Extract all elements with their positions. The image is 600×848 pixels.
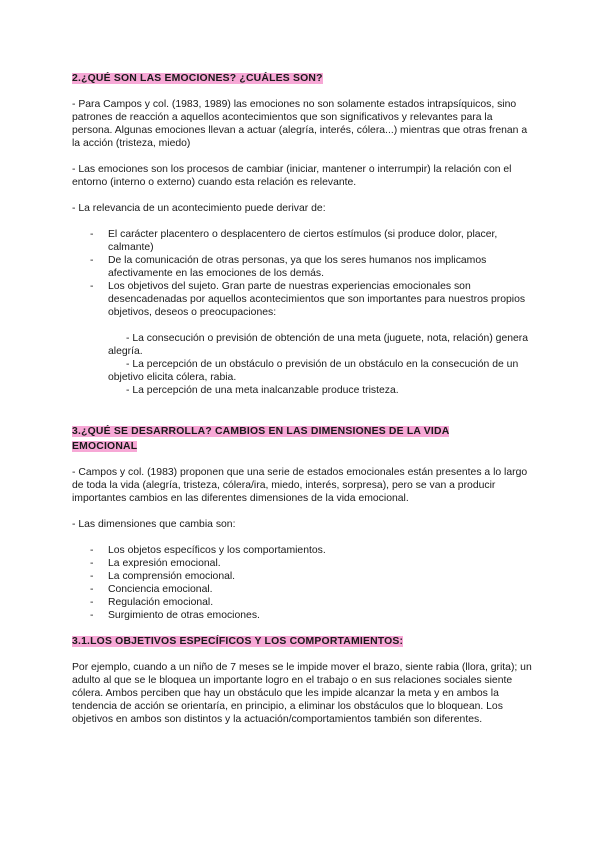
list-bullet: - [90, 229, 94, 240]
sublist-item [108, 332, 532, 358]
list-bullet: - [90, 255, 94, 266]
list-item [72, 609, 532, 622]
list-item [72, 570, 532, 583]
relevance-list [72, 228, 532, 319]
document-body [72, 70, 532, 726]
list-bullet: - [90, 281, 94, 292]
section-2-paragraph-1: - Para Campos y col. (1983, 1989) las emociones no son solamente estados intrapsíquicos, sino patrones de reacción a aquellos acontecimientos que son significativos y relevantes para la persona. Algunas emociones llevan a actuar (alegría, interés, cólera...) mientras que otras frenan a la acción (tristeza, miedo) [72, 99, 528, 149]
list-item [72, 544, 532, 557]
list-bullet: - [90, 558, 94, 569]
list-item-text: Conciencia emocional. [108, 584, 213, 595]
list-item [72, 557, 532, 570]
list-item-text: Los objetos específicos y los comportamientos. [108, 545, 326, 556]
list-item-text: El carácter placentero o desplacentero de ciertos estímulos (si produce dolor, placer, calmante) [108, 229, 498, 253]
list-item [72, 596, 532, 609]
section-3-title-line-2: EMOCIONAL [72, 441, 138, 452]
section-3-title-line-1: 3.¿QUÉ SE DESARROLLA? CAMBIOS EN LAS DIMENSIONES DE LA VIDA [72, 426, 450, 437]
section-2-title: 2.¿QUÉ SON LAS EMOCIONES? ¿CUÁLES SON? [72, 73, 323, 84]
list-item-text: De la comunicación de otras personas, ya que los seres humanos nos implicamos afectivamente en las emociones de los demás. [108, 255, 487, 279]
list-bullet: - [90, 545, 94, 556]
section-3-paragraph-1: - Campos y col. (1983) proponen que una serie de estados emocionales están presentes a lo largo de toda la vida (alegría, tristeza, cólera/ira, miedo, interés, sorpresa), pero se van a producir importantes cambios en las diferentes dimensiones de la vida emocional. [72, 467, 528, 504]
section-2-paragraph-3: - La relevancia de un acontecimiento puede derivar de: [72, 203, 326, 214]
section-3-1-heading [72, 635, 532, 648]
list-bullet: - [90, 610, 94, 621]
sublist-item [108, 358, 532, 384]
list-item-text: Surgimiento de otras emociones. [108, 610, 260, 621]
goals-sublist [72, 332, 532, 397]
list-item [72, 228, 532, 254]
section-2-heading [72, 70, 532, 85]
list-item-text: La comprensión emocional. [108, 571, 236, 582]
section-2-paragraph-2: - Las emociones son los procesos de cambiar (iniciar, mantener o interrumpir) la relación con el entorno (interno o externo) cuando esta relación es relevante. [72, 164, 512, 188]
list-bullet: - [90, 597, 94, 608]
list-bullet: - [90, 584, 94, 595]
section-3-1-title: 3.1.LOS OBJETIVOS ESPECÍFICOS Y LOS COMPORTAMIENTOS: [72, 636, 404, 647]
section-3-heading [72, 423, 532, 453]
list-item-text: Regulación emocional. [108, 597, 214, 608]
list-item-text: La expresión emocional. [108, 558, 221, 569]
list-item [72, 583, 532, 596]
list-bullet: - [90, 571, 94, 582]
sublist-item-text: - La consecución o previsión de obtención de una meta (juguete, nota, relación) genera alegría. [108, 333, 529, 357]
list-item-text: Los objetivos del sujeto. Gran parte de nuestras experiencias emocionales son desencadenadas por aquellos acontecimientos que son importantes para nuestros propios objetivos, deseos o preocupaciones: [108, 281, 526, 318]
list-item [72, 280, 532, 319]
section-3-1-paragraph: Por ejemplo, cuando a un niño de 7 meses se le impide mover el brazo, siente rabia (llora, grita); un adulto al que se le bloquea un importante logro en el trabajo o en sus relaciones sociales siente cólera. Ambos perciben que hay un obstáculo que les impide alcanzar la meta y en ambos la tendencia de acción se orientaría, en principio, a eliminar los obstáculos que lo bloquean. Los objetivos en ambos son distintos y la actuación/comportamientos también son diferentes. [72, 662, 532, 725]
sublist-item [108, 384, 532, 397]
section-3-paragraph-2: - Las dimensiones que cambia son: [72, 519, 236, 530]
dimensions-list [72, 544, 532, 622]
sublist-item-text: - La percepción de un obstáculo o previsión de un obstáculo en la consecución de un objetivo elicita cólera, rabia. [108, 359, 519, 383]
list-item [72, 254, 532, 280]
sublist-item-text: - La percepción de una meta inalcanzable produce tristeza. [126, 385, 399, 396]
